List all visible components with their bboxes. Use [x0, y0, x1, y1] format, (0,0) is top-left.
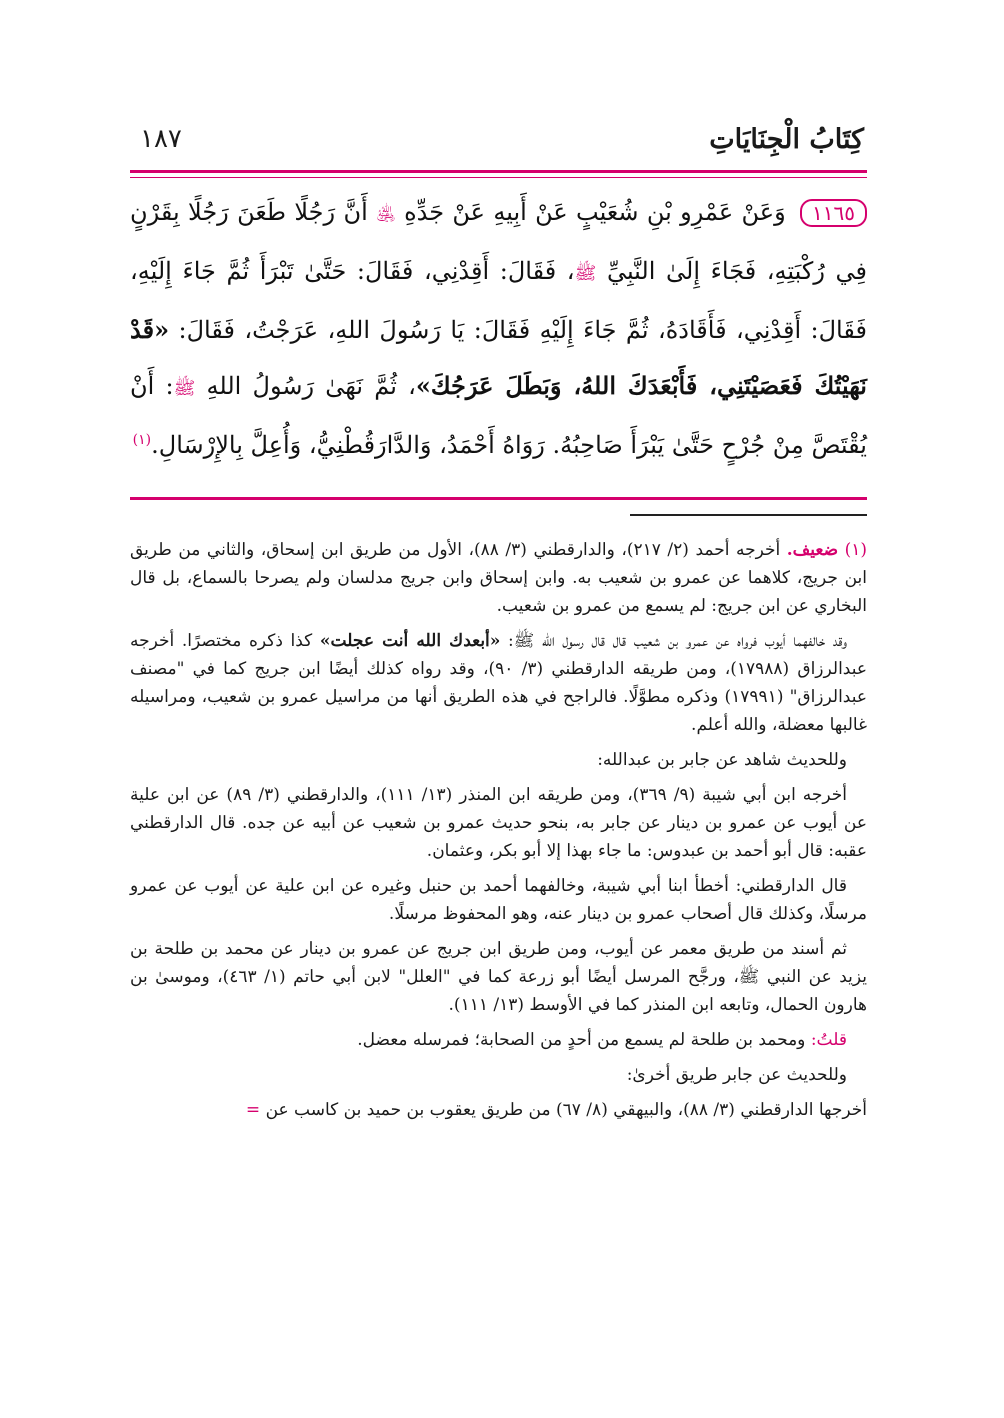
header-rule-thick — [130, 170, 867, 173]
footnote-bold-quote: «أبعدك الله أنت عجلت» — [319, 631, 501, 651]
honorific-symbol: ﷺ — [173, 378, 196, 399]
header-rule-thin — [130, 177, 867, 178]
hadith-bottom-rule — [130, 497, 867, 500]
footnote-text: ومحمد بن طلحة لم يسمع من أحدٍ من الصحابة؛ فمرسله معضل. — [357, 1030, 806, 1050]
footnote-text: أخرجه أحمد (٢/ ٢١٧)، والدارقطني (٣/ ٨٨)، الأول من طريق ابن إسحاق، والثاني من طريق ابن جريج، كلاهما عن عمرو بن شعيب به. وابن إسحاق وابن جريج مدلسان ولم يصرحا بالسماع، بل قال البخاري عن ابن جريج: لم يسمع من عمرو بن شعيب. — [130, 540, 867, 616]
footnote-paragraph: وللحديث عن جابر طريق أخرىٰ: — [626, 1065, 847, 1085]
book-title: كِتَابُ الْجِنَايَاتِ — [709, 124, 864, 155]
footnote-paragraph: ثم أسند من طريق معمر عن أيوب، ومن طريق ابن جريج عن عمرو بن دينار عن محمد بن طلحة بن يزيد عن النبي ﷺ، ورجَّح المرسل أيضًا أبو زرعة كما في "العلل" لابن أبي حاتم (١/ ٤٦٣)، وموسىٰ بن هارون الحمال، وتابعه ابن المنذر كما في الأوسط (١٣/ ١١١). — [130, 939, 867, 1015]
page-header — [140, 118, 864, 162]
honorific-symbol: ﷺ — [574, 263, 597, 284]
hadith-segment: ، ثُمَّ نَهَىٰ رَسُولُ اللهِ — [206, 372, 416, 400]
footnote-paragraph — [130, 536, 867, 620]
hadith-segment: : أَنْ يُقْتَصَّ مِنْ جُرْحٍ حَتَّىٰ يَبْرَأَ صَاحِبُهُ. رَوَاهُ أَحْمَدُ، وَالدَّارَقُطْنِيُّ، وَأُعِلَّ بِالإِرْسَالِ. — [130, 372, 867, 459]
hadith-bold-quote: «قَدْ نَهَيْتُكَ فَعَصَيْتَنِي، فَأَبْعَدَكَ اللهُ، وَبَطَلَ عَرَجُكَ» — [130, 315, 867, 400]
footnote-grade: ضعيف. — [786, 540, 839, 560]
page-number: ١٨٧ — [140, 124, 182, 154]
footnote-text: أخرجها الدارقطني (٣/ ٨٨)، والبيهقي (٨/ ٦٧) من طريق يعقوب بن حميد بن كاسب عن — [265, 1100, 867, 1120]
footnote-separator — [630, 514, 867, 516]
qultu-label: قلتُ: — [810, 1030, 847, 1050]
hadith-segment: وَعَنْ عَمْرِو بْنِ شُعَيْبٍ عَنْ أَبِيهِ عَنْ جَدِّهِ — [404, 198, 786, 226]
hadith-segment: أَنَّ رَجُلًا طَعَنَ رَجُلًا بِقَرْنٍ فِي رُكْبَتِهِ، فَجَاءَ إِلَىٰ النَّبِيِّ — [130, 198, 867, 285]
footnote-label: (١) — [844, 540, 868, 560]
footnote-paragraph — [130, 1096, 867, 1124]
footnote-paragraph — [130, 1026, 867, 1054]
footnote-paragraph: قال الدارقطني: أخطأ ابنا أبي شيبة، وخالفهما أحمد بن حنبل وغيره عن ابن علية عن أيوب عن عمرو مرسلًا، وكذلك قال أصحاب عمرو بن دينار عنه، وهو المحفوظ مرسلًا. — [130, 876, 867, 924]
continuation-mark: = — [245, 1100, 261, 1120]
honorific-symbol: ﵁ — [376, 204, 396, 225]
footnote-text: وقد خالفهما أيوب فرواه عن عمرو بن شعيب قال قال رسول الله ﷺ: — [508, 631, 848, 651]
hadith-text — [130, 184, 867, 484]
footnote-paragraph — [130, 627, 867, 739]
footnote-paragraph: أخرجه ابن أبي شيبة (٩/ ٣٦٩)، ومن طريقه ابن المنذر (١٣/ ١١١)، والدارقطني (٣/ ٨٩) عن ابن علية عن أيوب عن عمرو بن دينار عن جابر به، بنحو حديث عمرو بن شعيب عن أبيه عن جده. قال الدارقطني عقبه: قال أبو أحمد بن عبدوس: ما جاء بهذا إلا أبو بكر، وعثمان. — [130, 785, 867, 861]
footnotes-section — [130, 536, 867, 1296]
hadith-segment: ، فَقَالَ: أَقِدْنِي، فَقَالَ: حَتَّىٰ تَبْرَأَ ثُمَّ جَاءَ إِلَيْهِ، فَقَالَ: أَقِدْنِي، فَأَقَادَهُ، ثُمَّ جَاءَ إِلَيْهِ فَقَالَ: يَا رَسُولَ اللهِ، عَرَجْتُ، فَقَالَ: — [130, 257, 867, 344]
footnote-text: كذا ذكره مختصرًا. أخرجه عبدالرزاق (١٧٩٨٨)، ومن طريقه الدارقطني (٣/ ٩٠)، وقد رواه كذلك أيضًا ابن جريج كما في "مصنف عبدالرزاق" (١٧٩٩١) وذكره مطوَّلًا. فالراجح في هذه الطريق أنها من مراسيل عمرو بن شعيب، ومراسيله غالبها معضلة، والله أعلم. — [130, 631, 867, 735]
hadith-number-badge: ١١٦٥ — [800, 199, 867, 227]
footnote-paragraph: وللحديث شاهد عن جابر بن عبدالله: — [597, 750, 847, 770]
footnote-reference[interactable]: (١) — [132, 432, 152, 448]
